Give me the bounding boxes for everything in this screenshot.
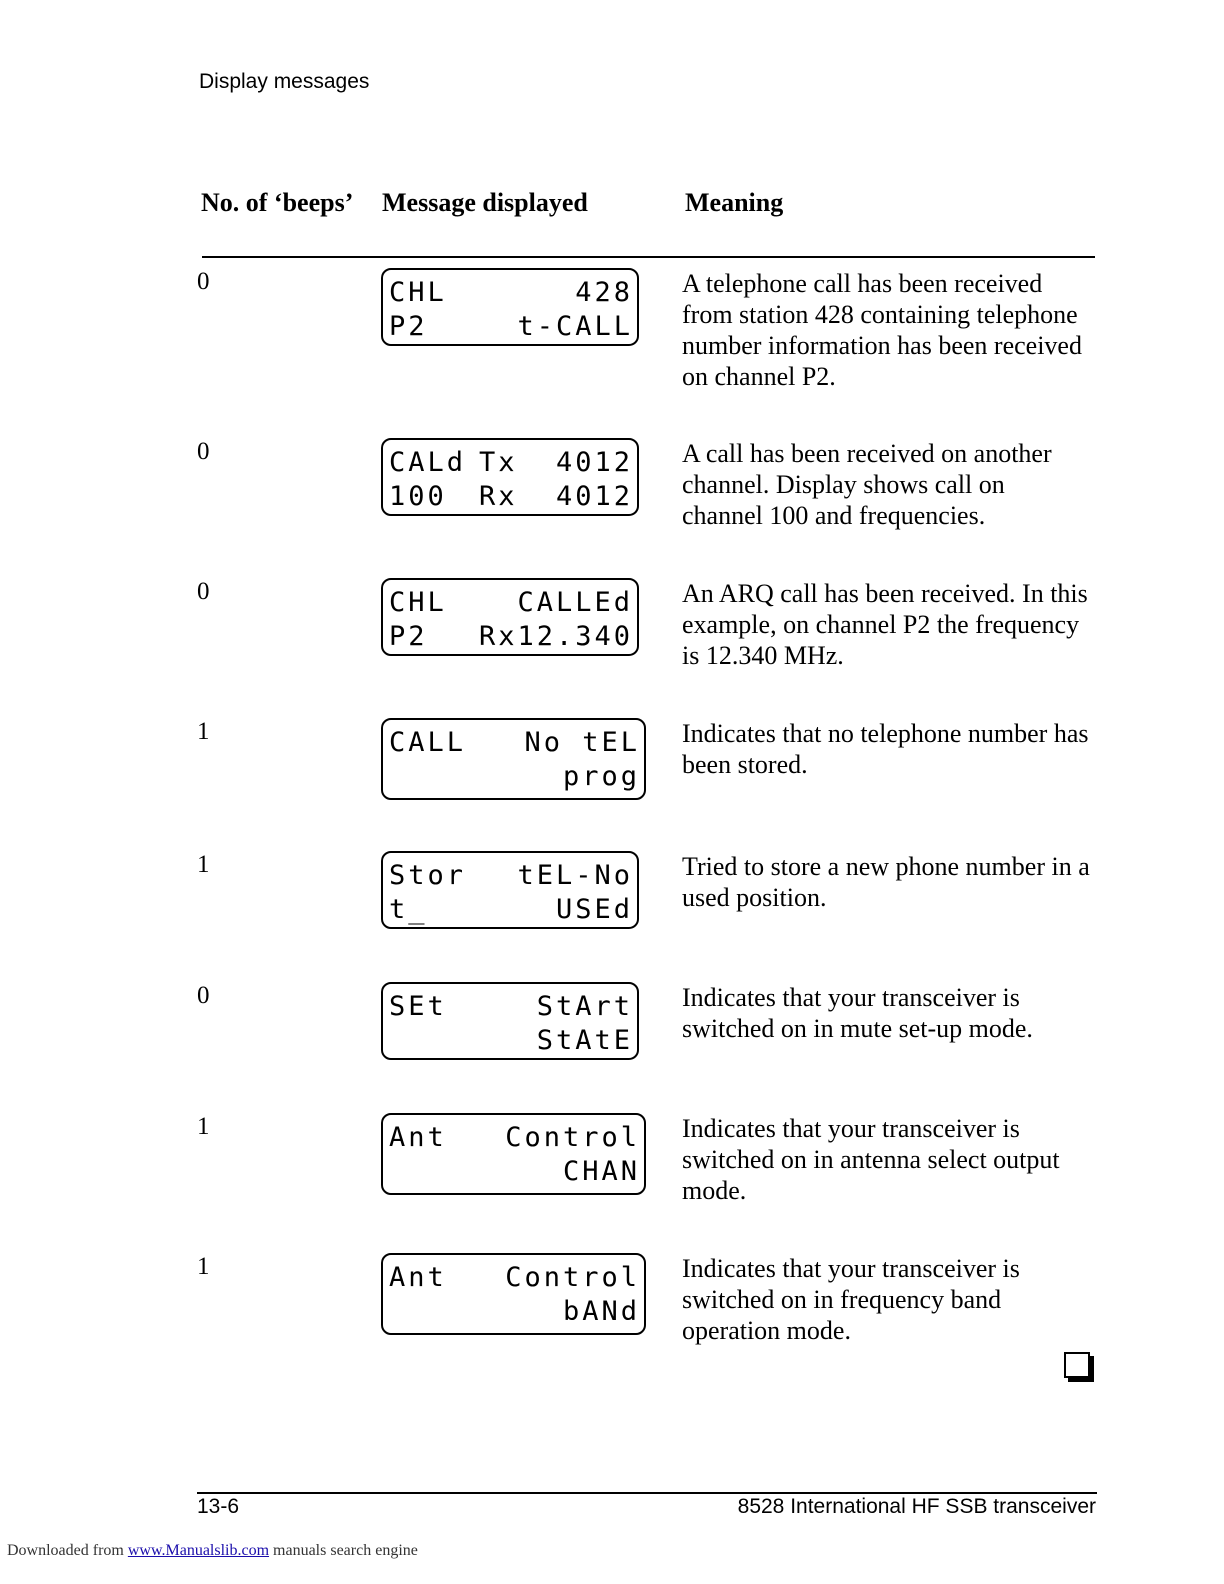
- meaning-text: A telephone call has been received from station 428 containing telephone number information has been received on channel P2.: [682, 269, 1082, 391]
- header-beeps: No. of ‘beeps’: [201, 188, 354, 217]
- lcd-text-l1-right: StArt: [536, 991, 633, 1022]
- end-of-section-box: [1064, 1352, 1090, 1378]
- lcd-text-l1-left: Ant: [389, 1262, 447, 1293]
- meaning-text: Indicates that your transceiver is switched on in antenna select output mode.: [682, 1114, 1060, 1205]
- lcd-text-l1-right: CALLEd: [517, 587, 633, 618]
- lcd-text-l2-left: t_: [389, 894, 428, 925]
- meaning-text: A call has been received on another channel. Display shows call on channel 100 and frequencies.: [682, 439, 1052, 530]
- footer-rule: [197, 1492, 1097, 1494]
- meaning-text: Indicates that your transceiver is switched on in frequency band operation mode.: [682, 1254, 1020, 1345]
- beep-count: 0: [197, 578, 210, 605]
- lcd-text-l1-left: CALd: [389, 447, 467, 478]
- beep-count: 1: [197, 851, 210, 878]
- download-suffix: manuals search engine: [273, 1542, 418, 1559]
- lcd-text-l2-right: USEd: [555, 894, 633, 925]
- lcd-text-l1-left: CHL: [389, 587, 447, 618]
- lcd-display: [381, 578, 639, 656]
- lcd-text-l1-left: Ant: [389, 1122, 447, 1153]
- footer-page-number: 13-6: [197, 1495, 240, 1518]
- lcd-text-l1-right: 428: [575, 277, 633, 308]
- lcd-display: [381, 438, 639, 516]
- meaning-text: An ARQ call has been received. In this example, on channel P2 the frequency is 12.340 MHz.: [682, 579, 1088, 670]
- lcd-text-l2-left: P2: [389, 621, 428, 652]
- lcd-text-l2-right: CHAN: [562, 1156, 640, 1187]
- lcd-display: [381, 1113, 646, 1195]
- lcd-display: [381, 268, 639, 346]
- meaning-text: Indicates that no telephone number has been stored.: [682, 719, 1089, 779]
- lcd-text-l2-right: t-CALL: [517, 311, 633, 342]
- beep-count: 0: [197, 438, 210, 465]
- lcd-text-l2-right: prog: [562, 761, 640, 792]
- lcd-text-l1-left: SEt: [389, 991, 447, 1022]
- section-title: Display messages: [199, 70, 370, 93]
- download-prefix: Downloaded from: [7, 1542, 124, 1559]
- lcd-display: [381, 1253, 646, 1335]
- beep-count: 0: [197, 268, 210, 295]
- lcd-text-l2-right: 4012: [555, 481, 633, 512]
- lcd-text-l1-right: Control: [505, 1262, 640, 1293]
- lcd-text-l1-right: 4012: [555, 447, 633, 478]
- lcd-text-l1-right: No tEL: [524, 727, 640, 758]
- lcd-text-l1-left: CALL: [389, 727, 467, 758]
- header-rule: [202, 256, 1095, 258]
- lcd-display: [381, 982, 639, 1060]
- lcd-text-l2-left: 100: [389, 481, 447, 512]
- lcd-text-l1-left: CHL: [389, 277, 447, 308]
- footer-product-name: 8528 International HF SSB transceiver: [737, 1495, 1096, 1518]
- header-message: Message displayed: [382, 188, 588, 217]
- lcd-text-l2-mid: Rx: [479, 621, 518, 652]
- meaning-text: Tried to store a new phone number in a used position.: [682, 852, 1090, 912]
- lcd-display: [381, 851, 639, 929]
- lcd-text-l2-mid: Rx: [479, 481, 518, 512]
- manualslib-link[interactable]: www.Manualslib.com: [127, 1542, 270, 1559]
- lcd-text-l1-right: Control: [505, 1122, 640, 1153]
- beep-count: 1: [197, 718, 210, 745]
- lcd-text-l2-right: 12.340: [517, 621, 633, 652]
- lcd-text-l1-mid: Tx: [479, 447, 518, 478]
- lcd-text-l2-left: P2: [389, 311, 428, 342]
- header-meaning: Meaning: [685, 188, 784, 217]
- meaning-text: Indicates that your transceiver is switched on in mute set-up mode.: [682, 983, 1033, 1043]
- lcd-text-l1-left: Stor: [389, 860, 467, 891]
- lcd-text-l2-right: StAtE: [536, 1025, 633, 1056]
- download-note: [7, 1542, 418, 1560]
- lcd-text-l2-right: bANd: [562, 1296, 640, 1327]
- beep-count: 1: [197, 1253, 210, 1280]
- beep-count: 0: [197, 982, 210, 1009]
- lcd-text-l1-right: tEL-No: [517, 860, 633, 891]
- lcd-display: [381, 718, 646, 800]
- beep-count: 1: [197, 1113, 210, 1140]
